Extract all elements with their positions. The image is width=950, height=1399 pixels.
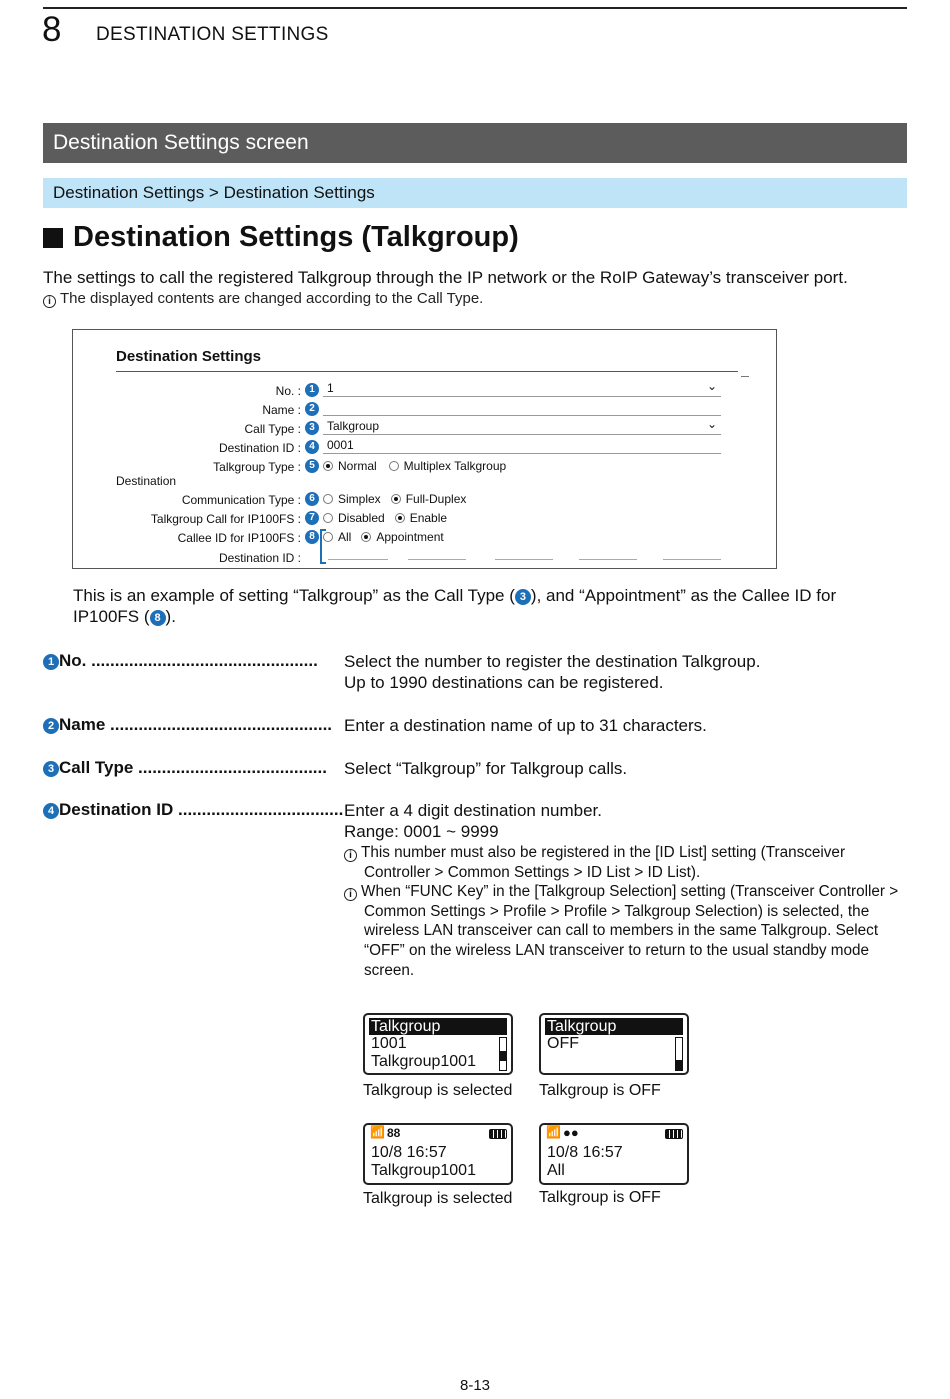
info-icon: i [344, 888, 357, 901]
item-label: Name ............................................... [59, 715, 333, 734]
callout-4: 4 [305, 440, 319, 454]
radio-label: Enable [409, 511, 448, 525]
note-text: When “FUNC Key” in the [Talkgroup Selection] setting (Transceiver Controller > Common Settings > Profile > Profile > Talkgroup Selection) is selected, the wireless LAN transceiver can call to members in the same Talkgroup. Select “OFF” on the wireless LAN transceiver to return to the usual standby mode screen. [361, 883, 899, 979]
chevron-down-icon[interactable]: ⌄ [706, 379, 717, 393]
field-label: No. : [275, 384, 301, 398]
caption-text: This is an example of setting “Talkgroup” as the Call Type ( [73, 586, 515, 605]
callout-6: 6 [305, 492, 319, 506]
field-name [73, 400, 778, 419]
display-line: Talkgroup1001 [371, 1162, 476, 1179]
display-line: 1001 [371, 1035, 407, 1052]
battery-icon [489, 1129, 507, 1139]
caption: Talkgroup is selected [363, 1082, 513, 1099]
settings-screenshot [72, 329, 777, 569]
item-desc-no [344, 651, 760, 693]
radio-label: Multiplex Talkgroup [403, 459, 507, 473]
page-title-text: Destination Settings (Talkgroup) [73, 221, 519, 253]
callee-id-input-5[interactable] [663, 559, 721, 560]
radio-label: Full-Duplex [405, 492, 467, 506]
chapter-title: DESTINATION SETTINGS [96, 24, 329, 45]
wifi-icon: 📶 [546, 1125, 561, 1139]
callee-id-input-4[interactable] [579, 559, 637, 560]
desc-line: Select the number to register the destination Talkgroup. [344, 652, 761, 671]
battery-icon [665, 1129, 683, 1139]
group-label: Destination [116, 474, 177, 488]
field-label: Callee ID for IP100FS : [177, 531, 301, 545]
callout-7: 7 [305, 511, 319, 525]
callout-5: 5 [305, 459, 319, 473]
radio-all[interactable] [323, 530, 351, 544]
radio-label: Normal [338, 459, 377, 473]
chapter-number: 8 [42, 10, 62, 49]
call-type-value: Talkgroup [327, 419, 380, 433]
radio-label: All [338, 530, 352, 544]
radio-appointment[interactable] [361, 530, 443, 544]
caption-text: ), and “Appointment” as the Callee ID for IP100FS ( [73, 586, 837, 626]
radio-multiplex[interactable] [389, 459, 507, 473]
field-talkgroup-type [73, 457, 778, 476]
callout-1: 1 [43, 654, 59, 670]
radio-label: Simplex [338, 492, 381, 506]
callee-id-input-1[interactable] [328, 559, 388, 560]
radio-normal[interactable] [323, 459, 377, 473]
caption: Talkgroup is OFF [539, 1189, 661, 1206]
info-icon: i [43, 295, 56, 308]
standby-talkgroup-selected [363, 1123, 513, 1185]
callout-1: 1 [305, 383, 319, 397]
callout-8: 8 [305, 530, 319, 544]
display-line: 10/8 16:57 [371, 1144, 447, 1161]
screen-title: Destination Settings [116, 348, 262, 365]
callee-id-input-3[interactable] [495, 559, 553, 560]
destination-id-input[interactable]: 0001 [323, 438, 721, 454]
title-rule [116, 371, 738, 372]
display-header: Talkgroup [545, 1018, 683, 1035]
note-text: This number must also be registered in the [ID List] setting (Transceiver Controller > Common Settings > ID List > ID List). [361, 844, 846, 881]
display-header: Talkgroup [369, 1018, 507, 1035]
callee-id-input-2[interactable] [408, 559, 466, 560]
field-callee-destination-id [73, 548, 778, 567]
field-label: Talkgroup Type : [213, 460, 301, 474]
field-talkgroup-call [73, 509, 778, 528]
standby-talkgroup-off [539, 1123, 689, 1185]
radio-label: Disabled [338, 511, 385, 525]
field-destination-id [73, 438, 778, 457]
radio-label: Appointment [376, 530, 444, 544]
caption: Talkgroup is OFF [539, 1082, 661, 1099]
name-input[interactable] [323, 400, 721, 416]
wifi-icon: 📶 [370, 1125, 385, 1139]
radio-disabled[interactable] [323, 511, 385, 525]
talkgroup-filled-icon: ●● [563, 1125, 579, 1140]
callout-8: 8 [150, 610, 166, 626]
radio-simplex[interactable] [323, 492, 381, 506]
item-desc-destination-id [344, 800, 602, 842]
desc-line: Up to 1990 destinations can be registered. [344, 673, 664, 692]
intro-note-text: The displayed contents are changed according to the Call Type. [60, 290, 484, 307]
info-icon: i [344, 849, 357, 862]
scrollbar [499, 1037, 507, 1071]
radio-enable[interactable] [395, 511, 447, 525]
callout-2: 2 [43, 718, 59, 734]
note [344, 843, 909, 882]
caption: Talkgroup is selected [363, 1190, 513, 1207]
section-bar: Destination Settings screen [43, 123, 907, 163]
callout-2: 2 [305, 402, 319, 416]
item-label: No. ................................................ [59, 651, 318, 670]
callout-4: 4 [43, 803, 59, 819]
intro-note [43, 290, 483, 308]
field-label: Communication Type : [181, 493, 301, 507]
desc-line: Range: 0001 ~ 9999 [344, 822, 499, 841]
field-label: Talkgroup Call for IP100FS : [150, 512, 301, 526]
talkgroup-outline-icon: 88 [387, 1126, 401, 1140]
top-rule [43, 7, 907, 9]
item-label: Destination ID ................................... [59, 800, 344, 819]
item-desc-call-type: Select “Talkgroup” for Talkgroup calls. [344, 759, 628, 778]
item-label: Call Type ........................................ [59, 758, 327, 777]
notes [344, 843, 909, 980]
field-label: Name : [262, 403, 301, 417]
field-call-type [73, 419, 778, 438]
field-label: Destination ID : [218, 441, 301, 455]
display-talkgroup-off [539, 1013, 689, 1075]
callout-3: 3 [43, 761, 59, 777]
note [344, 882, 909, 980]
no-value: 1 [327, 381, 334, 395]
display-line: All [547, 1162, 565, 1179]
desc-line: Enter a 4 digit destination number. [344, 801, 602, 820]
caption-text: ). [165, 607, 176, 626]
display-line: OFF [547, 1035, 579, 1052]
item-desc-name: Enter a destination name of up to 31 characters. [344, 716, 707, 735]
page-number: 8-13 [459, 1377, 491, 1394]
display-line: 10/8 16:57 [547, 1144, 623, 1161]
square-bullet-icon [43, 228, 63, 248]
callout-3: 3 [515, 589, 531, 605]
chevron-down-icon[interactable]: ⌄ [706, 417, 717, 431]
display-line: Talkgroup1001 [371, 1053, 476, 1070]
callout-3: 3 [305, 421, 319, 435]
field-label: Call Type : [244, 422, 301, 436]
scrollbar [675, 1037, 683, 1071]
field-callee-id [73, 528, 778, 547]
page-title [43, 221, 519, 254]
intro-text: The settings to call the registered Talkgroup through the IP network or the RoIP Gateway’s transceiver port. [43, 268, 848, 287]
example-caption [73, 585, 883, 627]
field-label: Destination ID : [218, 551, 301, 565]
call-type-select[interactable] [323, 419, 721, 435]
minimize-icon[interactable] [741, 376, 749, 377]
field-communication-type [73, 490, 778, 509]
no-select[interactable] [323, 381, 721, 397]
field-no [73, 381, 778, 400]
radio-full-duplex[interactable] [391, 492, 467, 506]
breadcrumb: Destination Settings > Destination Settings [43, 178, 907, 208]
display-talkgroup-selected [363, 1013, 513, 1075]
